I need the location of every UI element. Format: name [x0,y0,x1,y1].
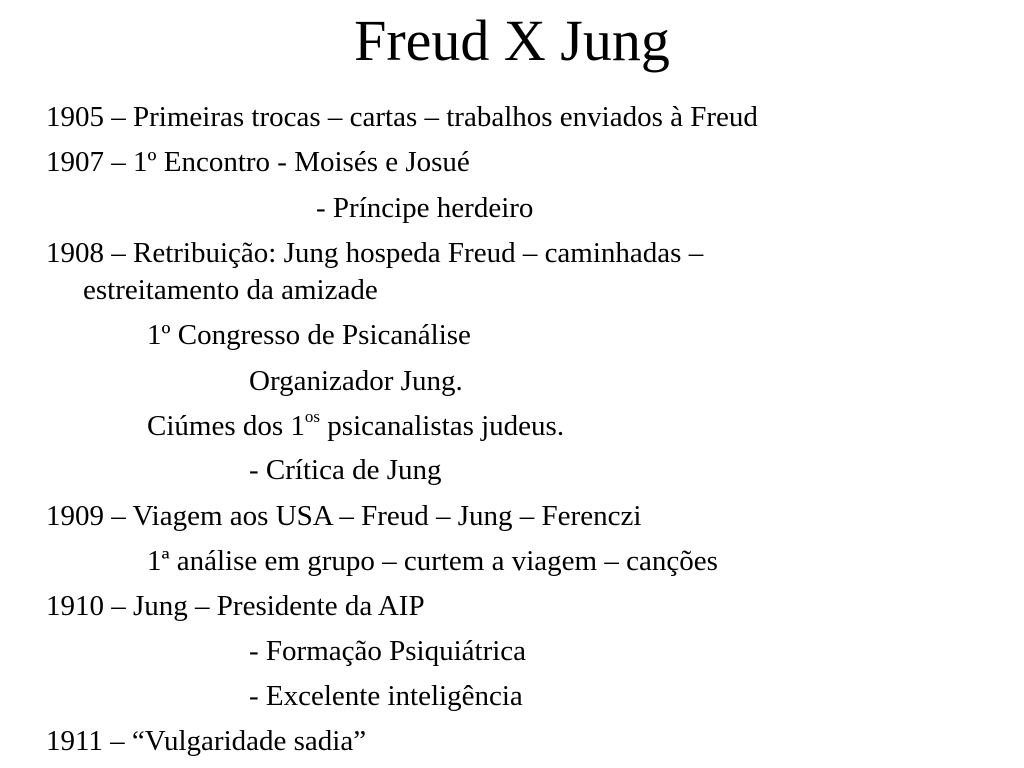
line-critica: - Crítica de Jung [249,454,442,486]
line-1911: 1911 – “Vulgaridade sadia” [46,725,367,757]
line-1908-continuation: estreitamento da amizade [83,274,378,306]
line-ciumes-superscript: os [304,407,321,427]
line-ciumes [147,409,564,443]
line-1909: 1909 – Viagem aos USA – Freud – Jung – Ferenczi [46,500,642,532]
line-principe-herdeiro: - Príncipe herdeiro [316,192,534,224]
line-formacao: - Formação Psiquiátrica [249,635,527,667]
line-congresso: 1º Congresso de Psicanálise [147,319,471,351]
slide-title: Freud X Jung [354,8,670,73]
line-ciumes-text-before: Ciúmes dos 1 [147,410,305,442]
line-1910: 1910 – Jung – Presidente da AIP [46,590,425,622]
line-inteligencia: - Excelente inteligência [249,680,523,712]
line-analise-grupo: 1ª análise em grupo – curtem a viagem – canções [147,545,718,577]
line-1908: 1908 – Retribuição: Jung hospeda Freud – caminhadas – [46,237,704,269]
line-1905: 1905 – Primeiras trocas – cartas – trabalhos enviados à Freud [46,101,758,133]
line-organizador: Organizador Jung. [249,365,463,397]
line-1907: 1907 – 1º Encontro - Moisés e Josué [46,146,470,178]
line-ciumes-text-after: psicanalistas judeus. [320,410,565,442]
